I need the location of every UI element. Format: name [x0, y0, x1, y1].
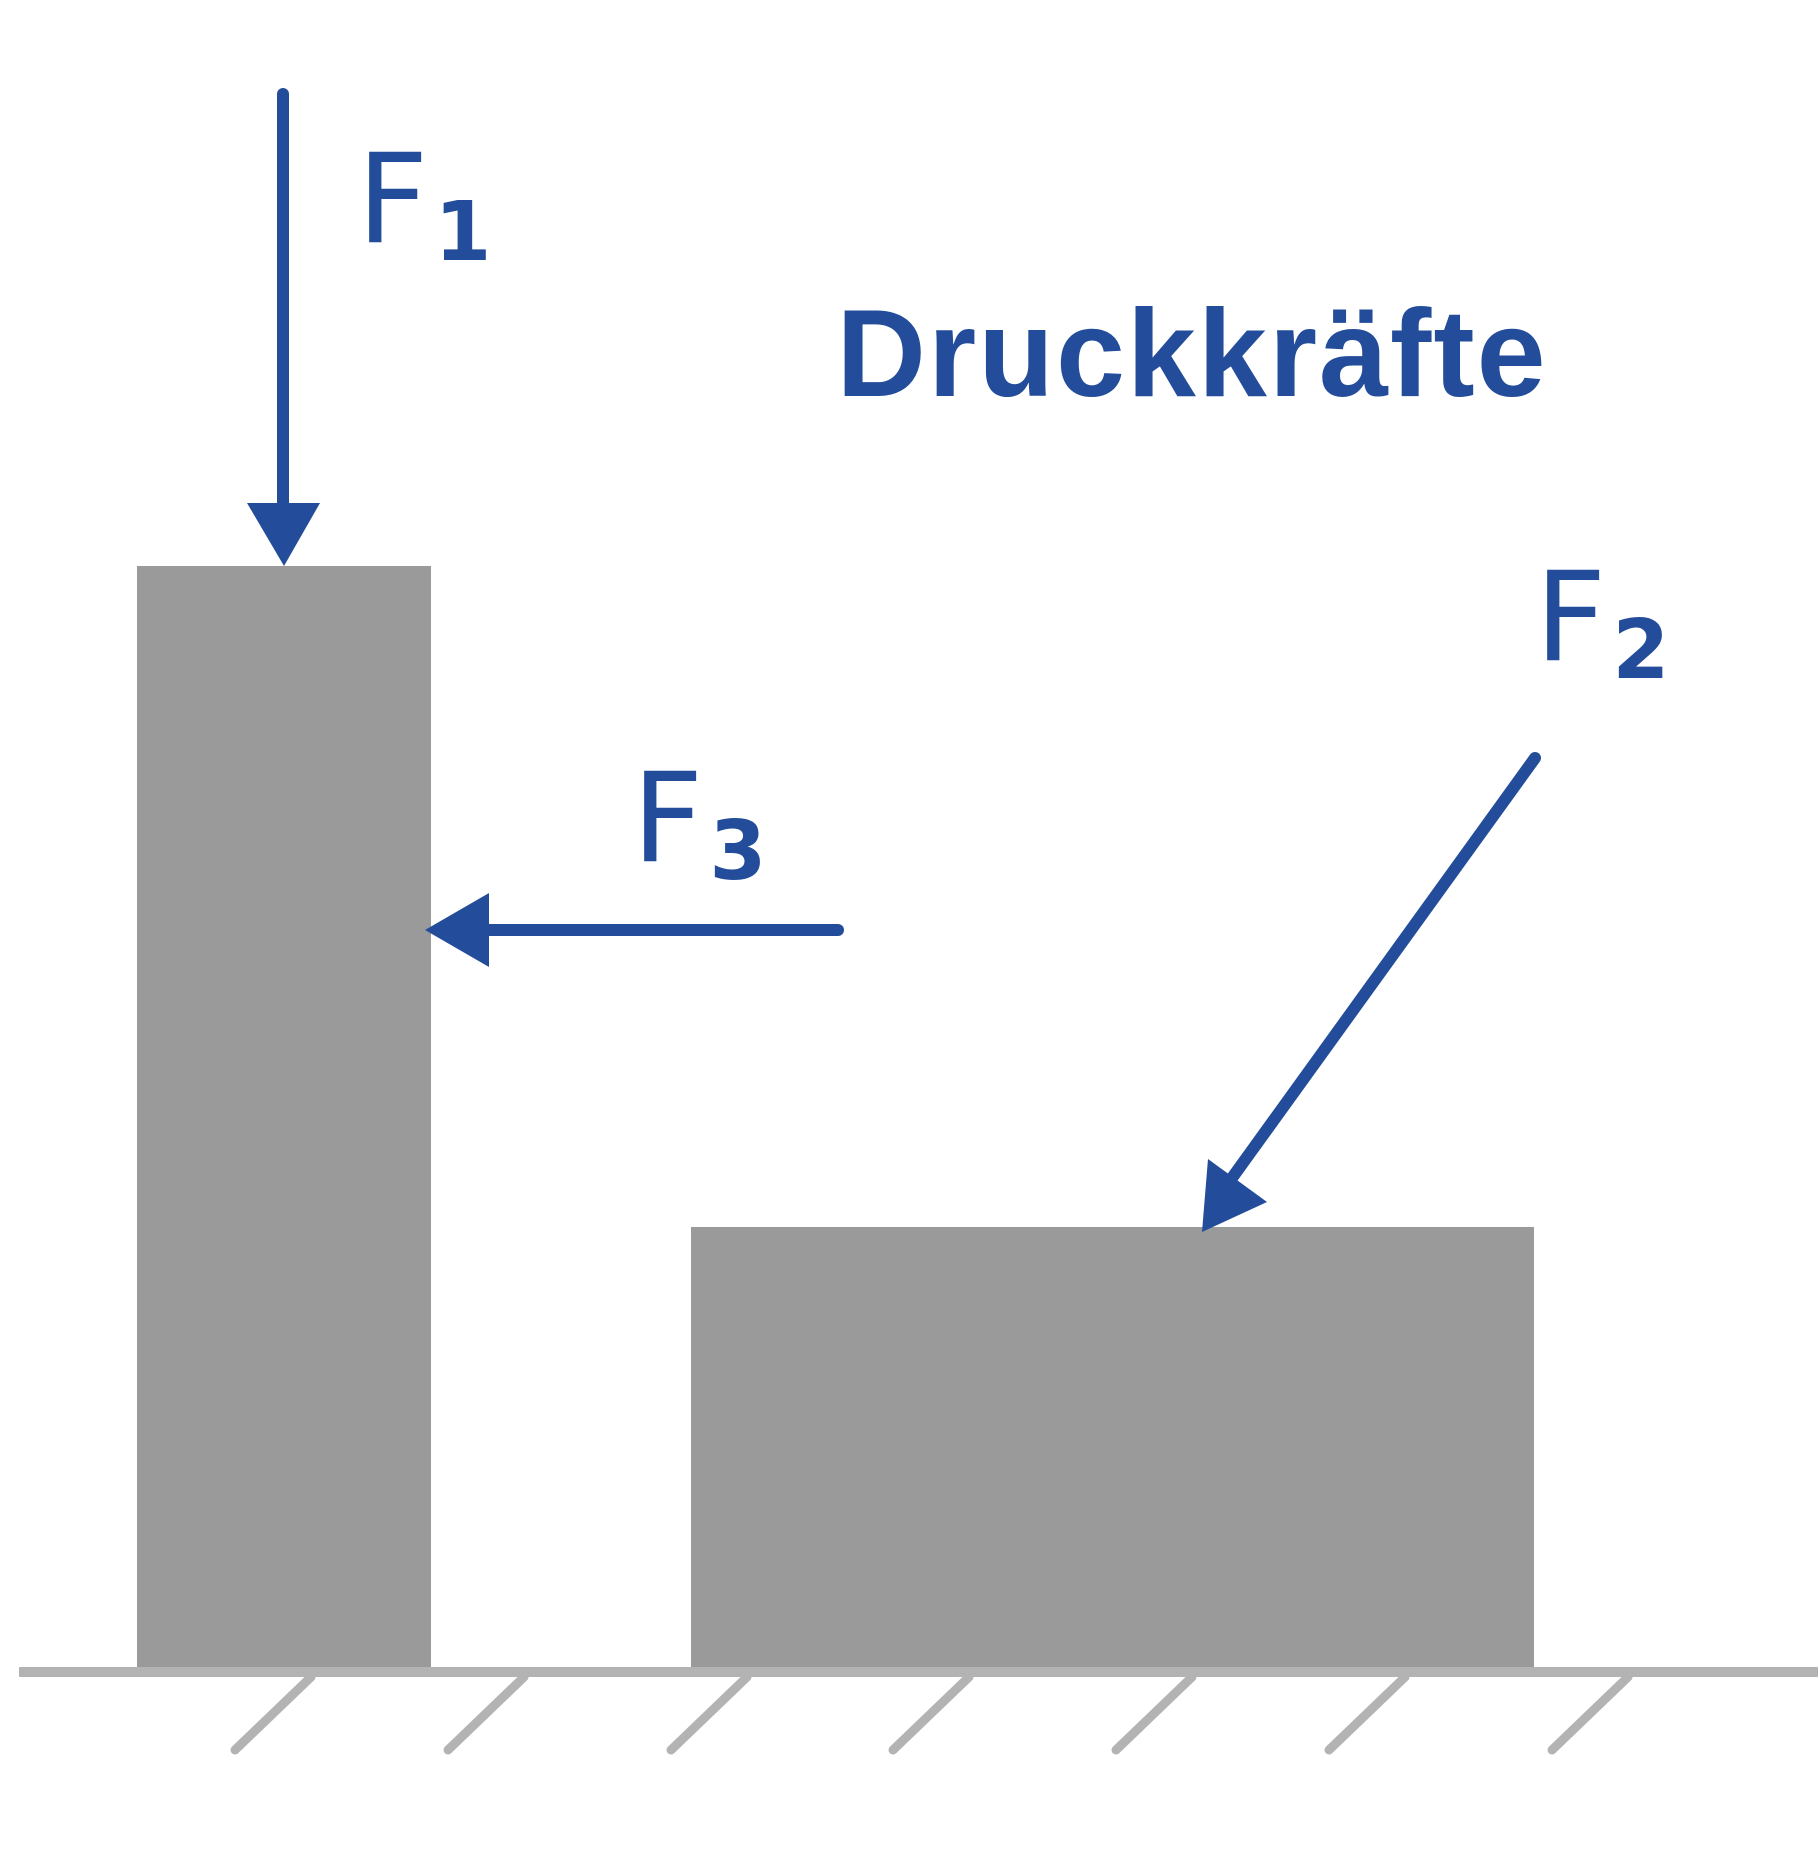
- force-label-f2: F2: [1535, 546, 1670, 698]
- force-arrow-f2: [1202, 758, 1535, 1232]
- hatch-mark: [671, 1677, 747, 1750]
- force-label-f1: F1: [357, 128, 492, 280]
- hatch-mark: [1116, 1677, 1192, 1750]
- force-arrow-f3: [425, 893, 838, 967]
- tall-block: [137, 566, 431, 1670]
- arrow-head: [247, 503, 320, 566]
- force-label-f3: F3: [632, 747, 767, 899]
- diagram-title: Druckkräfte: [836, 285, 1548, 423]
- ground-hatching: [235, 1677, 1628, 1750]
- ground: [19, 1672, 1818, 1750]
- hatch-mark: [1329, 1677, 1405, 1750]
- arrow-shaft: [1232, 758, 1535, 1178]
- hatch-mark: [448, 1677, 524, 1750]
- hatch-mark: [1552, 1677, 1628, 1750]
- wide-block: [691, 1227, 1534, 1675]
- hatch-mark: [235, 1677, 311, 1750]
- force-arrow-f1: [247, 94, 320, 566]
- hatch-mark: [893, 1677, 969, 1750]
- arrow-head: [425, 893, 489, 967]
